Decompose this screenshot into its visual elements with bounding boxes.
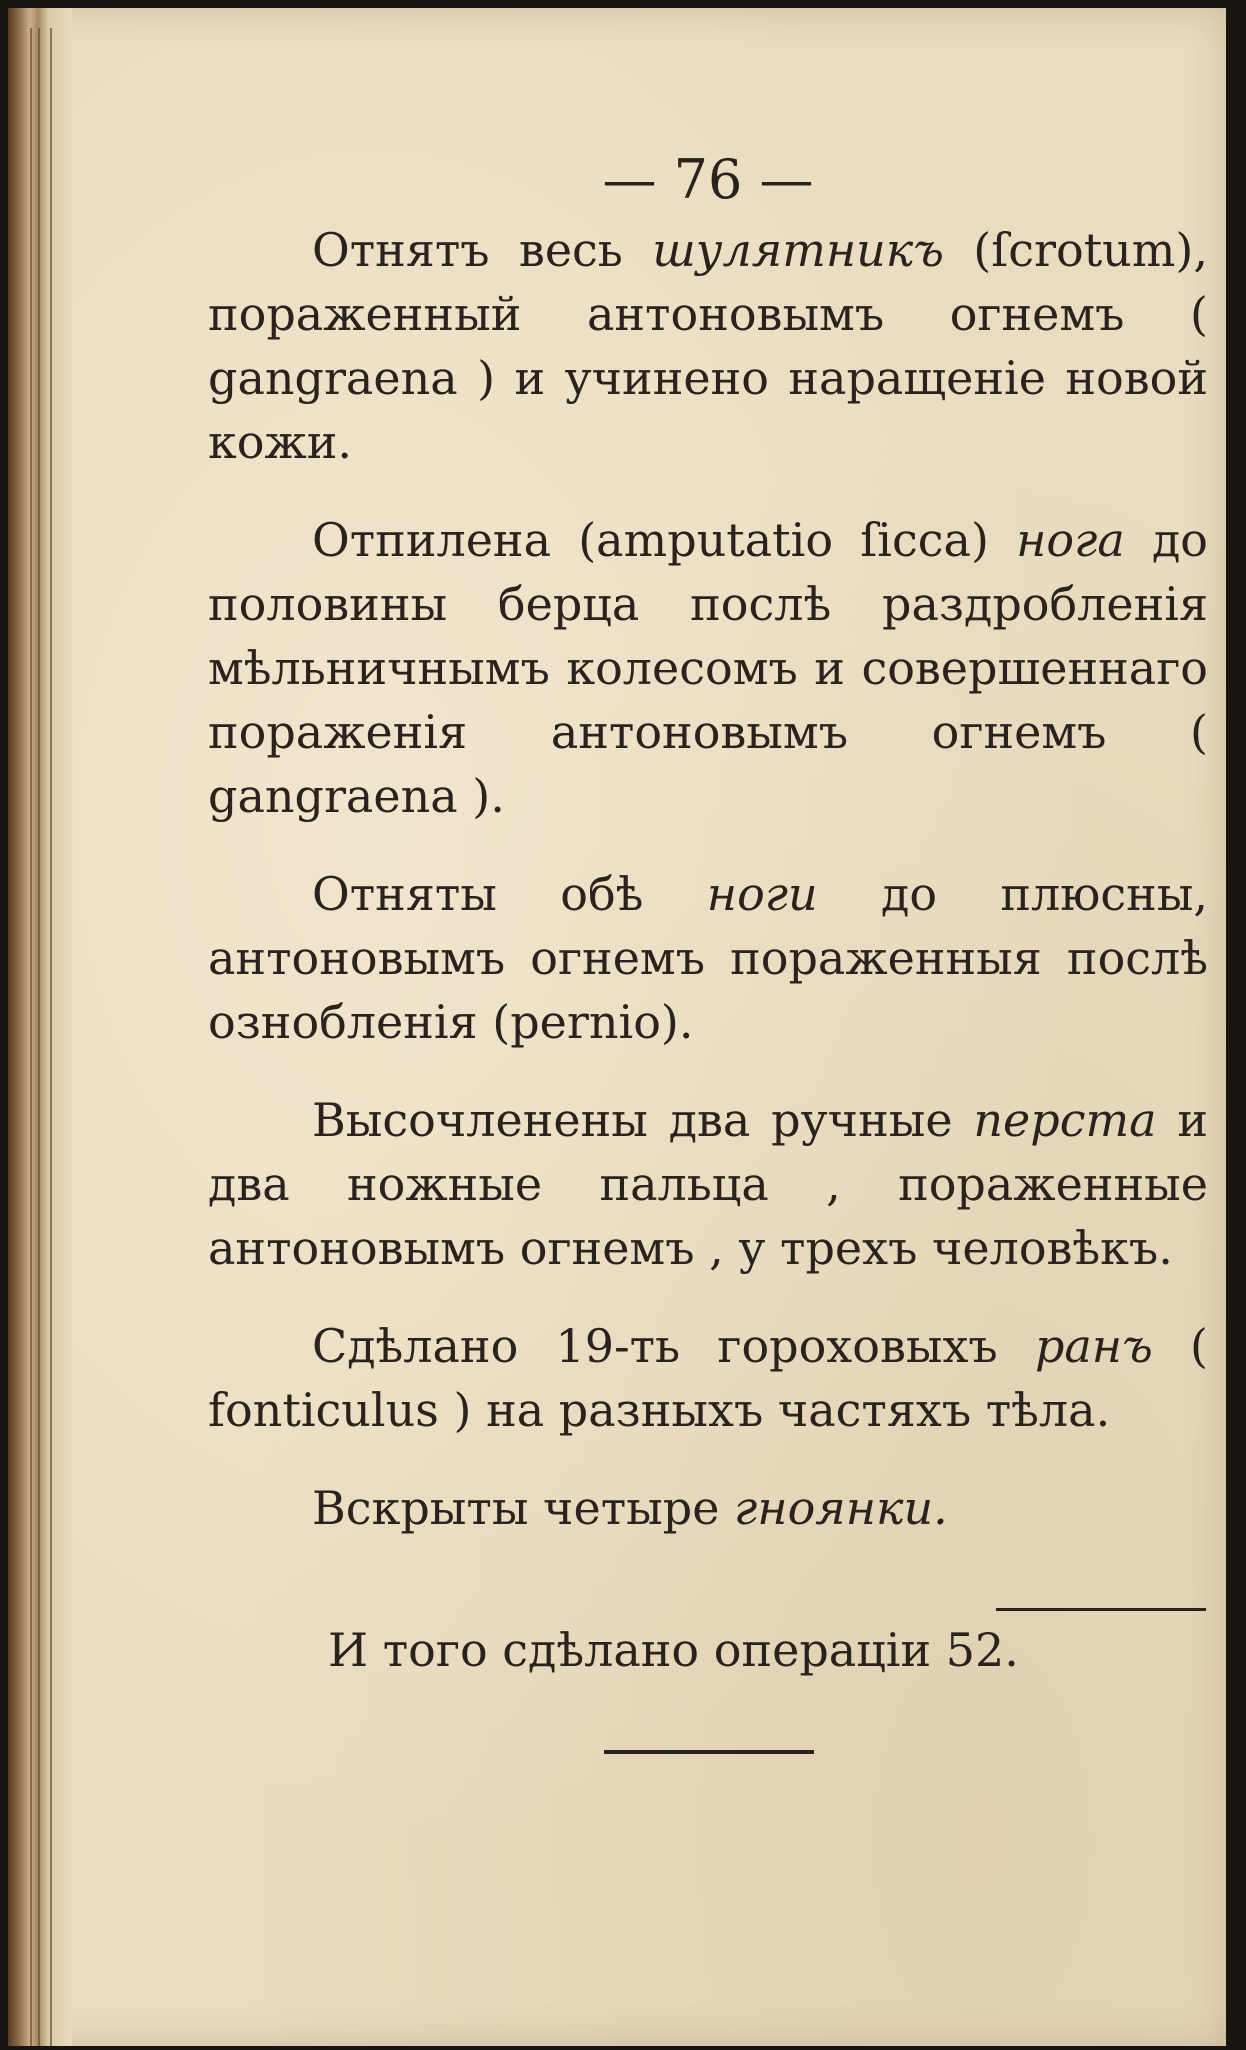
paragraph bbox=[208, 1088, 1208, 1280]
body-text bbox=[208, 218, 1208, 1574]
paragraph-text: Вскрыты четыре bbox=[312, 1481, 735, 1535]
page-number: — 76 — bbox=[602, 148, 814, 211]
paragraph bbox=[208, 862, 1208, 1054]
total-line: И того сдѣлано операціи 52. bbox=[328, 1623, 1019, 1677]
italic-term: перста bbox=[973, 1093, 1157, 1147]
paragraph-text: (ſcrotum), пораженный антоновымъ огнемъ ( gangraena ) и учинено наращеніе новой кожи. bbox=[208, 223, 1208, 469]
paragraph-text: Отпилена (amputatio ſicca) bbox=[312, 513, 1017, 567]
paragraph bbox=[208, 218, 1208, 474]
end-rule bbox=[604, 1750, 814, 1754]
paragraph bbox=[208, 508, 1208, 828]
italic-term: гноянки. bbox=[734, 1481, 948, 1535]
paragraph bbox=[208, 1476, 1208, 1540]
total-rule bbox=[996, 1608, 1206, 1611]
italic-term: нога bbox=[1016, 513, 1125, 567]
italic-term: ноги bbox=[706, 867, 818, 921]
paragraph-text: и два ножные пальца , пораженные антоновымъ огнемъ , у трехъ человѣкъ. bbox=[208, 1093, 1209, 1275]
spine-line bbox=[38, 28, 40, 2046]
paragraph-text: до плюсны, антоновымъ огнемъ пораженныя послѣ ознобленія (pernio). bbox=[208, 867, 1208, 1049]
paragraph-text: Отнятъ весь bbox=[312, 223, 653, 277]
book-spine bbox=[8, 8, 72, 2046]
book-page bbox=[8, 8, 1226, 2046]
paragraph-text: ( fonticulus ) на разныхъ частяхъ тѣла. bbox=[208, 1319, 1208, 1437]
italic-term: ранъ bbox=[1034, 1319, 1153, 1373]
italic-term: шулятникъ bbox=[652, 223, 944, 277]
paragraph-text: Отняты обѣ bbox=[312, 867, 707, 921]
paragraph-text: Сдѣлано 19-ть гороховыхъ bbox=[312, 1319, 1035, 1373]
paragraph bbox=[208, 1314, 1208, 1442]
paragraph-text: до половины берца послѣ раздробленія мѣльничнымъ колесомъ и совершеннаго пораженія антоновымъ огнемъ ( gangraena ). bbox=[208, 513, 1208, 823]
paragraph-text: Высочленены два ручные bbox=[312, 1093, 974, 1147]
spine-line bbox=[50, 28, 52, 2046]
spine-line bbox=[30, 28, 32, 2046]
